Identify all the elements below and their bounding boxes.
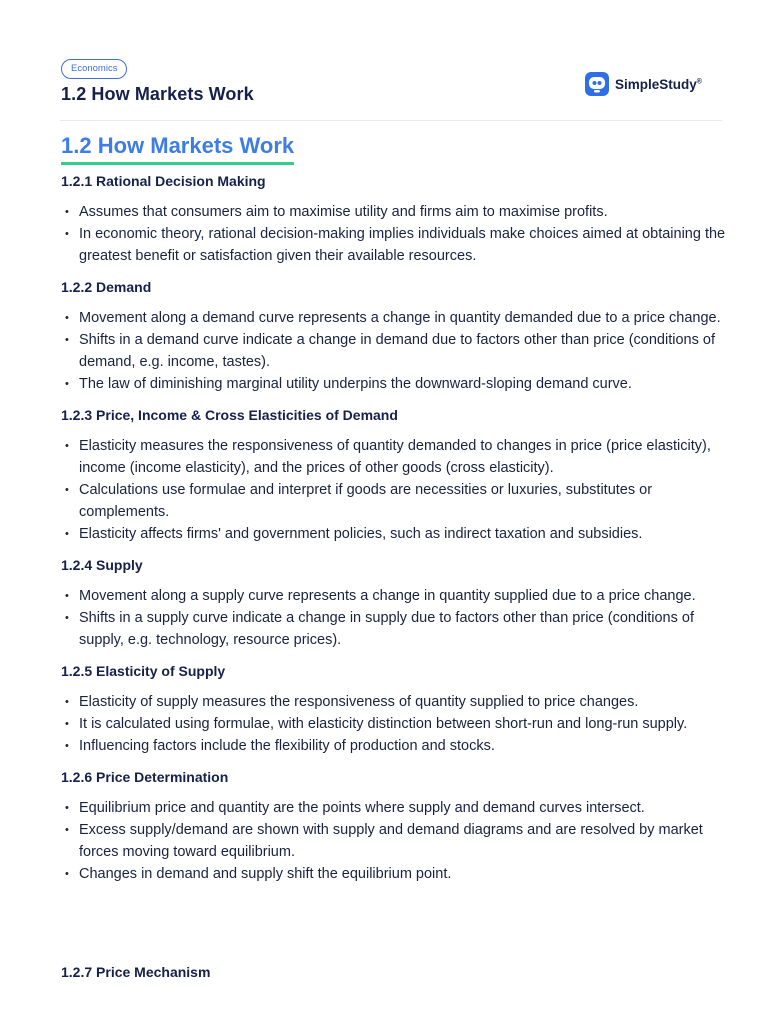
list-item: • Influencing factors include the flexibility of production and stocks. bbox=[61, 735, 726, 757]
section-title-1-2-4: 1.2.4 Supply bbox=[61, 557, 143, 573]
section-title-1-2-7: 1.2.7 Price Mechanism bbox=[61, 964, 211, 980]
brand-logo[interactable] bbox=[585, 71, 702, 97]
bullet-list-1-2-1 bbox=[61, 201, 726, 267]
bullet-list-1-2-5 bbox=[61, 691, 726, 757]
list-item: • Excess supply/demand are shown with supply and demand diagrams and are resolved by market forces moving toward equilibrium. bbox=[61, 819, 726, 863]
subject-badge[interactable]: Economics bbox=[61, 59, 127, 79]
list-item: • Assumes that consumers aim to maximise utility and firms aim to maximise profits. bbox=[61, 201, 726, 223]
main-heading: 1.2 How Markets Work bbox=[61, 132, 294, 165]
list-item: • The law of diminishing marginal utility underpins the downward-sloping demand curve. bbox=[61, 373, 726, 395]
section-title-1-2-3: 1.2.3 Price, Income & Cross Elasticities of Demand bbox=[61, 407, 398, 423]
list-item: • Elasticity measures the responsiveness of quantity demanded to changes in price (price elasticity), income (income elasticity), and the prices of other goods (cross elasticity). bbox=[61, 435, 726, 479]
list-item: • Equilibrium price and quantity are the points where supply and demand curves intersect. bbox=[61, 797, 726, 819]
section-title-1-2-6: 1.2.6 Price Determination bbox=[61, 769, 229, 785]
page-header bbox=[0, 0, 768, 121]
document-title: 1.2 How Markets Work bbox=[61, 84, 254, 104]
list-item: • Movement along a demand curve represents a change in quantity demanded due to a price change. bbox=[61, 307, 726, 329]
list-item: • Shifts in a supply curve indicate a change in supply due to factors other than price (conditions of supply, e.g. technology, resource prices). bbox=[61, 607, 726, 651]
section-title-1-2-5: 1.2.5 Elasticity of Supply bbox=[61, 663, 226, 679]
bullet-list-1-2-2 bbox=[61, 307, 726, 395]
section-title-1-2-1: 1.2.1 Rational Decision Making bbox=[61, 173, 266, 189]
list-item: • In economic theory, rational decision-making implies individuals make choices aimed at obtaining the greatest benefit or satisfaction given their available resources. bbox=[61, 223, 726, 267]
list-item: • Elasticity affects firms' and government policies, such as indirect taxation and subsidies. bbox=[61, 523, 726, 545]
list-item: • Movement along a supply curve represents a change in quantity supplied due to a price change. bbox=[61, 585, 726, 607]
section-title-1-2-7-cut-off bbox=[61, 962, 261, 980]
list-item: • Shifts in a demand curve indicate a change in demand due to factors other than price (conditions of demand, e.g. income, tastes). bbox=[61, 329, 726, 373]
list-item: • Changes in demand and supply shift the equilibrium point. bbox=[61, 863, 726, 885]
list-item: • It is calculated using formulae, with elasticity distinction between short-run and long-run supply. bbox=[61, 713, 726, 735]
brand-name: SimpleStudy® bbox=[615, 76, 702, 92]
bullet-list-1-2-3 bbox=[61, 435, 726, 545]
list-item: • Calculations use formulae and interpret if goods are necessities or luxuries, substitutes or complements. bbox=[61, 479, 726, 523]
bullet-list-1-2-4 bbox=[61, 585, 726, 651]
section-title-1-2-2: 1.2.2 Demand bbox=[61, 279, 152, 295]
list-item: • Elasticity of supply measures the responsiveness of quantity supplied to price changes. bbox=[61, 691, 726, 713]
simplestudy-logo-icon bbox=[585, 72, 609, 96]
document-body bbox=[61, 130, 726, 885]
bullet-list-1-2-6 bbox=[61, 797, 726, 885]
header-divider bbox=[60, 120, 722, 121]
